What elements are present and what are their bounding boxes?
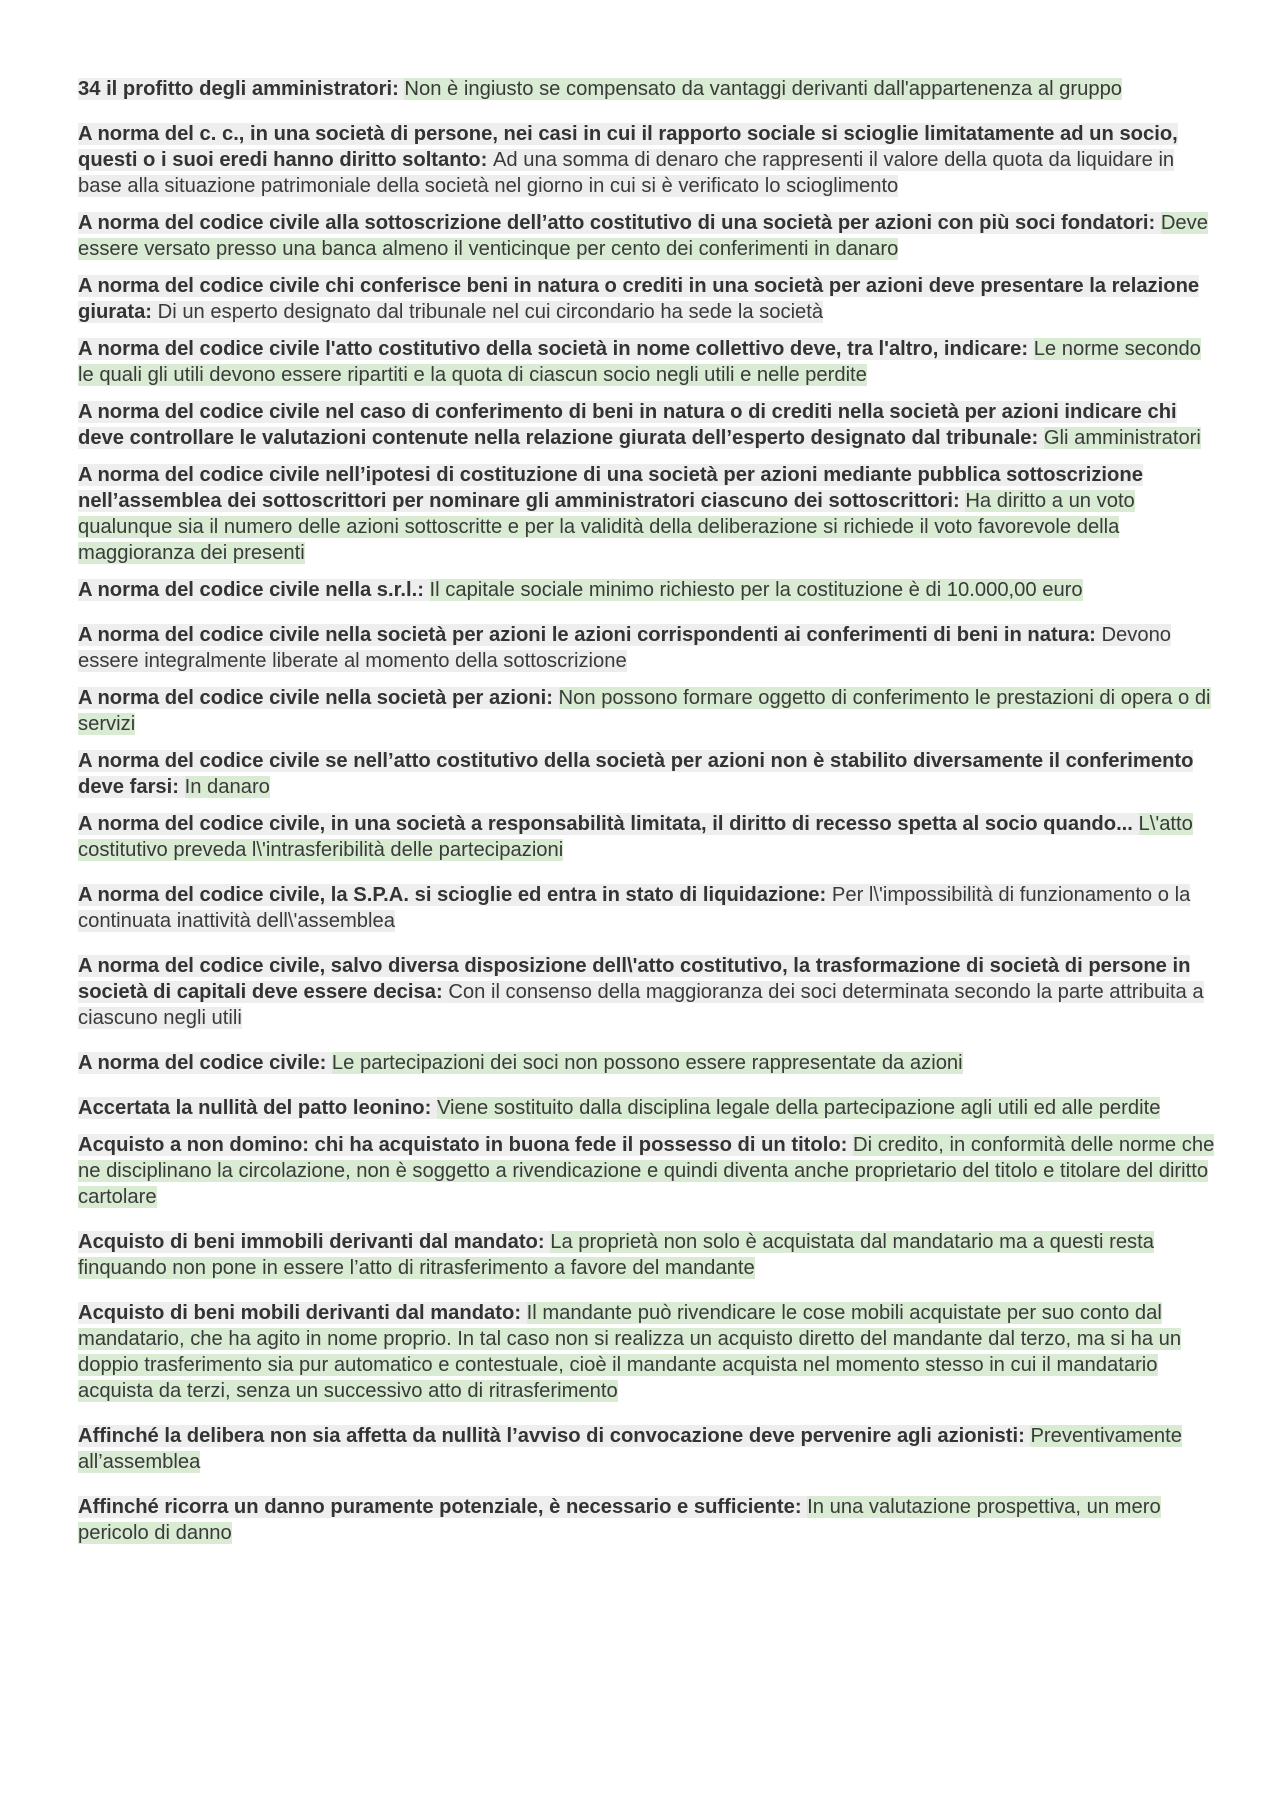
answer-text: Deve essere versato presso una banca almeno il venticinque per cento dei conferimenti in danaro [78,212,1208,260]
question-text: A norma del codice civile, la S.P.A. si scioglie ed entra in stato di liquidazione: [78,884,832,906]
question-text: Affinché la delibera non sia affetta da nullità l’avviso di convocazione deve pervenire agli azionisti: [78,1425,1031,1447]
qa-entry [78,1423,1216,1475]
answer-text: In danaro [184,776,270,798]
answer-text: Devono essere integralmente liberate al momento della sottoscrizione [78,624,1172,672]
question-text: A norma del codice civile alla sottoscrizione dell’atto costitutivo di una società per azioni con più soci fondatori: [78,212,1161,234]
qa-entry [78,462,1216,566]
question-text: A norma del codice civile chi conferisce beni in natura o crediti in una società per azioni deve presentare la relazione giurata: [78,275,1200,323]
qa-entry [78,685,1216,737]
question-text: A norma del codice civile se nell’atto costitutivo della società per azioni non è stabilito diversamente il conferimento deve farsi: [78,750,1194,798]
question-text: A norma del c. c., in una società di persone, nei casi in cui il rapporto sociale si scioglie limitatamente ad un socio, questi o i suoi eredi hanno diritto soltanto: [78,123,1178,171]
qa-entry [78,577,1216,603]
answer-text: Con il consenso della maggioranza dei soci determinata secondo la parte attribuita a ciascuno negli utili [78,981,1204,1029]
question-text: A norma del codice civile, in una società a responsabilità limitata, il diritto di recesso spetta al socio quando... [78,813,1139,835]
qa-entry [78,953,1216,1031]
qa-entry [78,811,1216,863]
qa-entry [78,1132,1216,1210]
question-text: A norma del codice civile nel caso di conferimento di beni in natura o di crediti nella società per azioni indicare chi deve controllare le valutazioni contenute nella relazione giurata dell’esperto designato dal tribunale: [78,401,1177,449]
qa-entry [78,1050,1216,1076]
answer-text: Ad una somma di denaro che rappresenti il valore della quota da liquidare in base alla situazione patrimoniale della società nel giorno in cui si è verificato lo scioglimento [78,149,1175,197]
answer-text: Le partecipazioni dei soci non possono essere rappresentate da azioni [331,1052,963,1074]
qa-entry [78,1494,1216,1546]
answer-text: Ha diritto a un voto qualunque sia il numero delle azioni sottoscritte e per la validità della deliberazione si richiede il voto favorevole della maggioranza dei presenti [78,490,1135,564]
answer-text: Gli amministratori [1043,427,1201,449]
qa-entry [78,399,1216,451]
question-text: A norma del codice civile l'atto costitutivo della società in nome collettivo deve, tra l'altro, indicare: [78,338,1034,360]
question-text: A norma del codice civile, salvo diversa disposizione dell\'atto costitutivo, la trasformazione di società di persone in società di capitali deve essere decisa: [78,955,1191,1003]
answer-text: La proprietà non solo è acquistata dal mandatario ma a questi resta finquando non pone in essere l’atto di ritrasferimento a favore del mandante [78,1231,1154,1279]
answer-text: Il mandante può rivendicare le cose mobili acquistate per suo conto dal mandatario, che ha agito in nome proprio. In tal caso non si realizza un acquisto diretto del mandante dal terzo, ma si ha un doppio trasferimento sia pur automatico e contestuale, cioè il mandante acquista nel momento stesso in cui il mandatario acquista da terzi, senza un successivo atto di ritrasferimento [78,1302,1182,1402]
question-text: Accertata la nullità del patto leonino: [78,1097,437,1119]
qa-entry [78,336,1216,388]
answer-text: Non possono formare oggetto di conferimento le prestazioni di opera o di servizi [78,687,1211,735]
qa-entry [78,1300,1216,1404]
document-page [78,76,1216,1557]
question-text: A norma del codice civile nell’ipotesi di costituzione di una società per azioni mediante pubblica sottoscrizione nell’assemblea dei sottoscrittori per nominare gli amministratori ciascuno dei sottoscrittori: [78,464,1143,512]
answer-text: Le norme secondo le quali gli utili devono essere ripartiti e la quota di ciascun socio negli utili e nelle perdite [78,338,1201,386]
question-text: Acquisto di beni mobili derivanti dal mandato: [78,1302,527,1324]
qa-entry [78,121,1216,199]
question-text: A norma del codice civile nella società per azioni le azioni corrispondenti ai conferimenti di beni in natura: [78,624,1102,646]
question-text: Affinché ricorra un danno puramente potenziale, è necessario e sufficiente: [78,1496,808,1518]
question-text: Acquisto a non domino: chi ha acquistato in buona fede il possesso di un titolo: [78,1134,854,1156]
answer-text: Per l\'impossibilità di funzionamento o la continuata inattività dell\'assemblea [78,884,1191,932]
qa-entry [78,1229,1216,1281]
question-text: A norma del codice civile: [78,1052,332,1074]
question-text: A norma del codice civile nella società per azioni: [78,687,559,709]
qa-entry [78,210,1216,262]
answer-text: Il capitale sociale minimo richiesto per la costituzione è di 10.000,00 euro [429,579,1083,601]
qa-entry [78,76,1216,102]
question-text: 34 il profitto degli amministratori: [78,78,405,100]
question-text: Acquisto di beni immobili derivanti dal mandato: [78,1231,551,1253]
question-text: A norma del codice civile nella s.r.l.: [78,579,430,601]
answer-text: L\'atto costitutivo preveda l\'intrasferibilità delle partecipazioni [78,813,1193,861]
answer-text: Di un esperto designato dal tribunale nel cui circondario ha sede la società [157,301,824,323]
answer-text: In una valutazione prospettiva, un mero pericolo di danno [78,1496,1161,1544]
qa-entry [78,882,1216,934]
qa-entry [78,273,1216,325]
qa-entry [78,1095,1216,1121]
answer-text: Preventivamente all’assemblea [78,1425,1182,1473]
answer-text: Di credito, in conformità delle norme che ne disciplinano la circolazione, non è soggetto a rivendicazione e quindi diventa anche proprietario del titolo e titolare del diritto cartolare [78,1134,1215,1208]
qa-entry [78,748,1216,800]
answer-text: Viene sostituito dalla disciplina legale della partecipazione agli utili ed alle perdite [436,1097,1161,1119]
answer-text: Non è ingiusto se compensato da vantaggi derivanti dall'appartenenza al gruppo [404,78,1123,100]
qa-entry [78,622,1216,674]
